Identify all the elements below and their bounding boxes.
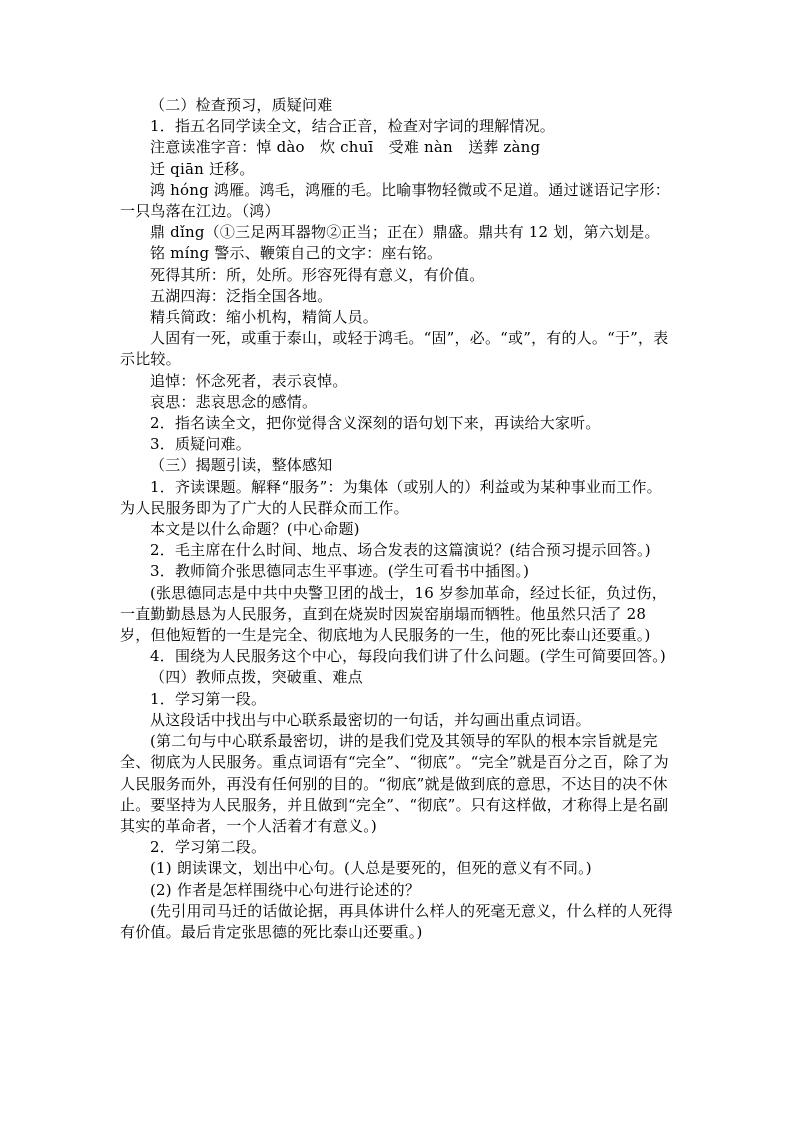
- paragraph: 死得其所：所，处所。形容死得有意义，有价值。: [150, 265, 485, 284]
- paragraph: 从这段话中找出与中心联系最密切的一句话，并勾画出重点词语。: [150, 710, 591, 729]
- paragraph: 人固有一死，或重于泰山，或轻于鸿毛。“固”，必。“或”，有的人。“于”，表示比较。: [120, 329, 669, 369]
- document-body: [120, 95, 676, 943]
- paragraph: 3．教师简介张思德同志生平事迹。(学生可看书中插图。): [150, 562, 530, 581]
- paragraph: 1．学习第一段。: [150, 689, 267, 708]
- paragraph: 2．学习第二段。: [150, 838, 267, 857]
- section-heading-2: （二）检查预习，质疑问难: [150, 96, 333, 114]
- paragraph: 2．毛主席在什么时间、地点、场合发表的这篇演说？(结合预习提示回答。): [150, 541, 651, 560]
- section-heading-3: （三）揭题引读，整体感知: [150, 456, 333, 475]
- paragraph: 鸿 hóng 鸿雁。鸿毛，鸿雁的毛。比喻事物轻微或不足道。通过谜语记字形：一只鸟落在江边。（鸿）: [120, 180, 670, 221]
- paragraph: 4．围绕为人民服务这个中心，每段向我们讲了什么问题。(学生可简要回答。): [150, 647, 666, 666]
- paragraph: (2) 作者是怎样围绕中心句进行论述的？: [150, 880, 421, 899]
- paragraph: (先引用司马迁的话做论据，再具体讲什么样人的死毫无意义，什么样的人死得有价值。最后肯定张思德的死比泰山还要重。): [120, 901, 673, 941]
- paragraph: 五湖四海：泛指全国各地。: [150, 286, 333, 305]
- paragraph: (1) 朗读课文，划出中心句。(人总是要死的，但死的意义有不同。): [150, 859, 592, 878]
- paragraph: 追悼：怀念死者，表示哀悼。: [150, 371, 348, 390]
- paragraph: 1．指五名同学读全文，结合正音，检查对字词的理解情况。: [150, 117, 555, 136]
- paragraph: 1．齐读课题。解释“服务”：为集体（或别人的）利益或为某种事业而工作。为人民服务即为了广大的人民群众而工作。: [120, 477, 662, 517]
- paragraph: 铭 míng 警示、鞭策自己的文字：座右铭。: [150, 244, 443, 263]
- paragraph: 本文是以什么命题？(中心命题): [150, 520, 360, 539]
- section-heading-4: （四）教师点拨，突破重、难点: [150, 668, 363, 687]
- paragraph: 鼎 dǐng（①三足两耳器物②正当；正在）鼎盛。鼎共有 12 划，第六划是。: [150, 223, 660, 242]
- paragraph: 3．质疑问难。: [150, 435, 251, 454]
- paragraph: 精兵简政：缩小机构，精简人员。: [150, 308, 379, 327]
- paragraph: (张思德同志是中共中央警卫团的战士，16 岁参加革命，经过长征，负过伤，一直勤勤恳恳为人民服务，直到在烧炭时因炭窑崩塌而牺牲。他虽然只活了 28 岁，但他短暂的一生是完全、彻底地为人民服务的一生，他的死比泰山还要重。): [120, 583, 667, 645]
- paragraph: 2．指名读全文，把你觉得含义深刻的语句划下来，再读给大家听。: [150, 414, 601, 433]
- paragraph: (第二句与中心联系最密切，讲的是我们党及其领导的军队的根本宗旨就是完全、彻底为人民服务。重点词语有“完全”、“彻底”。“完全”就是百分之百，除了为人民服务而外，再没有任何别的目的。“彻底”就是做到底的意思，不达目的决不休止。要坚持为人民服务，并且做到“完全”、“彻底”。只有这样做，才称得上是名副其实的革命者，一个人活着才有意义。): [120, 732, 669, 835]
- paragraph: 哀思：悲哀思念的感情。: [150, 392, 318, 411]
- paragraph: 注意读准字音：悼 dào 炊 chuī 受难 nàn 送葬 zàng: [150, 138, 541, 157]
- paragraph: 迁 qiān 迁移。: [150, 159, 255, 178]
